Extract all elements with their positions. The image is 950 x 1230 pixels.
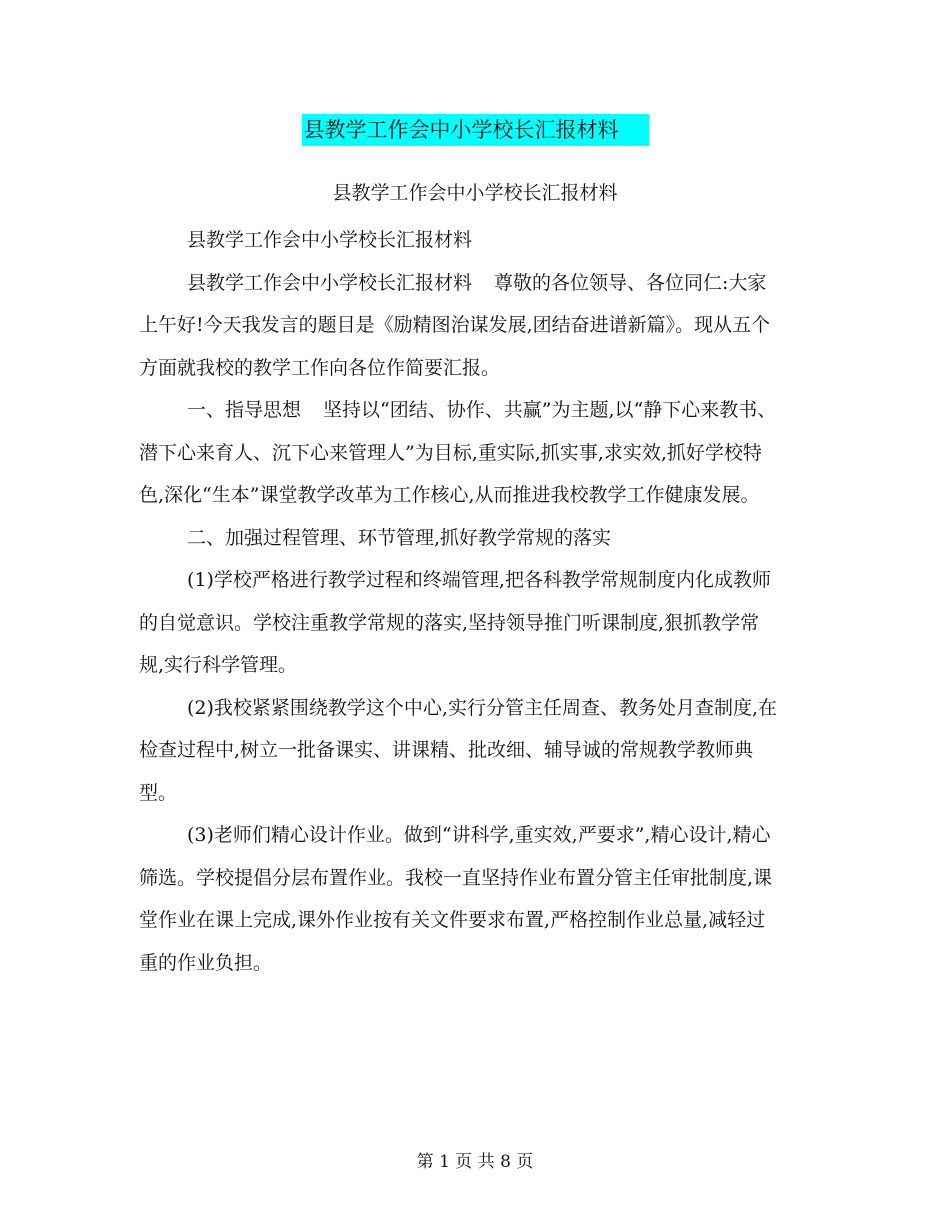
paragraph-heading-repeat bbox=[139, 219, 779, 262]
document-body bbox=[139, 219, 779, 984]
paragraph-text: 县教学工作会中小学校长汇报材料 bbox=[187, 229, 473, 251]
document-subtitle: 县教学工作会中小学校长汇报材料 bbox=[332, 182, 618, 204]
paragraph-text: 尊敬的各位领导、各位同仁:大家上午好!今天我发言的题目是《励精图治谋发展,团结奋进谱新篇》。现从五个方面就我校的教学工作向各位作简要汇报。 bbox=[139, 271, 771, 379]
paragraph-text: (2)我校紧紧围绕教学这个中心,实行分管主任周查、教务处月查制度,在检查过程中,树立一批备课实、讲课精、批改细、辅导诚的常规教学教师典型。 bbox=[139, 696, 777, 804]
paragraph-section-2 bbox=[139, 517, 779, 560]
paragraph-item-1 bbox=[139, 559, 779, 687]
paragraph-text: 县教学工作会中小学校长汇报材料 bbox=[187, 271, 473, 294]
section-heading: 一、指导思想 bbox=[187, 399, 302, 421]
paragraph-section-1 bbox=[139, 389, 779, 517]
document-title: 县教学工作会中小学校长汇报材料 bbox=[302, 114, 649, 146]
paragraph-item-2 bbox=[139, 687, 779, 815]
paragraph-text: (1)学校严格进行教学过程和终端管理,把各科教学常规制度内化成教师的自觉意识。学校注重教学常规的落实,坚持领导推门听课制度,狠抓教学常规,实行科学管理。 bbox=[139, 569, 771, 676]
paragraph-item-3 bbox=[139, 814, 779, 984]
section-heading: 二、加强过程管理、环节管理,抓好教学常规的落实 bbox=[187, 526, 612, 549]
paragraph-intro bbox=[139, 262, 779, 390]
page-number-footer: 第 1 页 共 8 页 bbox=[416, 1152, 534, 1172]
title-container bbox=[0, 114, 950, 146]
paragraph-text: (3)老师们精心设计作业。做到“讲科学,重实效,严要求”,精心设计,精心筛选。学校提倡分层布置作业。我校一直坚持作业布置分管主任审批制度,课堂作业在课上完成,课外作业按有关文件要求布置,严格控制作业总量,减轻过重的作业负担。 bbox=[139, 824, 773, 974]
paragraph-text: 坚持以“团结、协作、共赢”为主题,以“静下心来教书、潜下心来育人、沉下心来管理人”为目标,重实际,抓实事,求实效,抓好学校特色,深化“生本”课堂教学改革为工作核心,从而推进我校教学工作健康发展。 bbox=[139, 399, 777, 506]
